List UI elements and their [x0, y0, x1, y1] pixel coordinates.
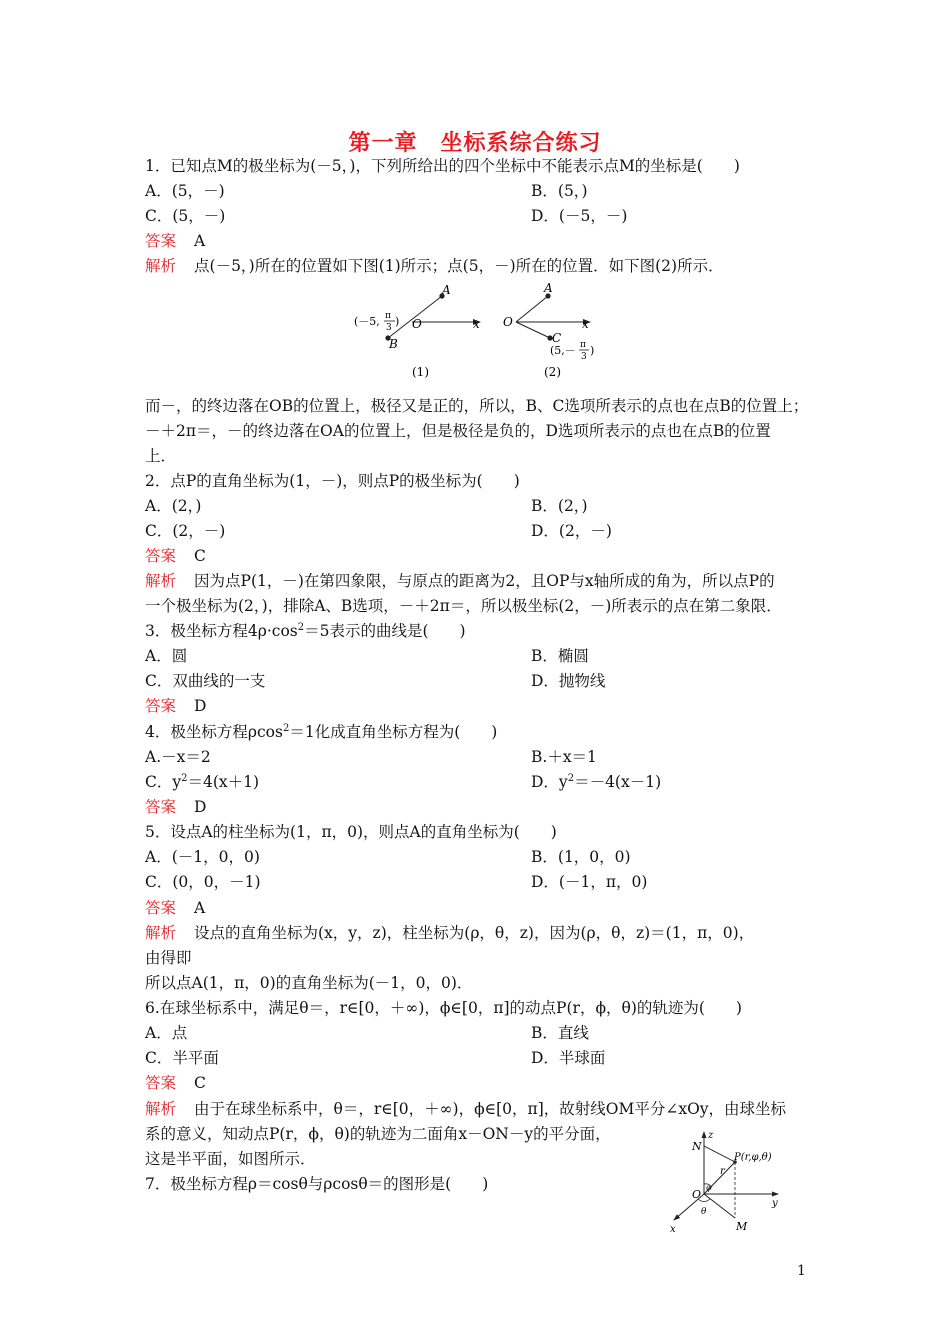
q6-stem: 6.在球坐标系中，满足θ＝，r∈[0，＋∞)，ϕ∈[0，π]的动点P(r，ϕ，θ)的轨迹为( ) [145, 999, 742, 1017]
q1-option-c: C．(5，－) [145, 207, 226, 225]
fig-label-x: x [670, 1224, 676, 1235]
answer-label: 答案 [145, 232, 177, 250]
fig2-close: ) [590, 344, 595, 357]
q4-c-b: ＝4(x＋1) [187, 773, 260, 791]
fig-label-r: r [720, 1166, 725, 1177]
q5-analysis-line3: 所以点A(1，π，0)的直角坐标为(－1，0，0)． [145, 974, 473, 992]
q1-option-d: D．(－5，－) [531, 207, 628, 225]
q4-option-a: A.－x＝2 [145, 748, 211, 766]
q4-stem [145, 721, 497, 743]
q6-answer [145, 1072, 206, 1094]
q4-d-b: ＝－4(x－1) [574, 773, 662, 791]
q2-option-c: C．(2，－) [145, 522, 226, 540]
fig1-label-o: O [412, 317, 422, 331]
page-number: 1 [797, 1263, 806, 1279]
fig-label-n: N [692, 1140, 702, 1153]
q6-option-c: C．半平面 [145, 1049, 219, 1067]
q1-analysis-line2: 而－，的终边落在OB的位置上，极径又是正的，所以，B、C选项所表示的点也在点B的位置上； [145, 397, 809, 415]
q2-option-b: B．(2，) [531, 497, 588, 515]
fig2-label-x: x [582, 317, 589, 331]
fig-label-z: z [708, 1130, 714, 1141]
q6-spherical-figure [660, 1128, 790, 1238]
q6-option-d: D．半球面 [531, 1049, 606, 1067]
q1-answer [145, 230, 205, 252]
analysis-label: 解析 [145, 257, 177, 275]
answer-value: D [194, 697, 207, 715]
fig-label-m: M [736, 1220, 748, 1233]
q2-option-a: A．(2，) [145, 497, 202, 515]
fig-label-p: P(r,φ,θ) [734, 1152, 772, 1163]
fig-label-theta: θ [701, 1207, 707, 1217]
q1-analysis-line1 [145, 255, 724, 277]
q3-option-d: D．抛物线 [531, 672, 606, 690]
q6-option-b: B．直线 [531, 1024, 589, 1042]
q3-option-c: C．双曲线的一支 [145, 672, 266, 690]
q4-stem-sup: 2 [282, 722, 290, 734]
q5-option-c: C．(0，0，－1) [145, 873, 261, 891]
fig1-label-b: B [389, 337, 398, 351]
q4-option-d [531, 771, 661, 793]
q5-analysis-line1 [145, 922, 754, 944]
answer-label: 答案 [145, 697, 177, 715]
q5-analysis-line2: 由得即 [145, 949, 192, 967]
q5-answer [145, 897, 205, 919]
q3-stem [145, 620, 466, 642]
q5-stem: 5．设点A的柱坐标为(1，π，0)，则点A的直角坐标为( ) [145, 823, 557, 841]
q1-option-a: A．(5，－) [145, 182, 225, 200]
q4-d-sup: 2 [567, 772, 575, 784]
q2-answer [145, 545, 206, 567]
q1-stem: 1．已知点M的极坐标为(－5，)，下列所给出的四个坐标中不能表示点M的坐标是( ) [145, 157, 740, 175]
fig-label-o: O [692, 1188, 702, 1201]
answer-label: 答案 [145, 1074, 177, 1092]
q4-option-b: B.＋x＝1 [531, 748, 597, 766]
q1-figure-2 [500, 282, 610, 382]
answer-label: 答案 [145, 798, 177, 816]
fig-label-phi: φ [706, 1183, 712, 1192]
q2-analysis-line2: 一个极坐标为(2，)，排除A、B选项，－＋2π＝，所以极坐标(2，－)所表示的点在第二象限． [145, 597, 782, 615]
fig1-label-x: x [473, 317, 480, 331]
q3-answer [145, 695, 206, 717]
fig2-pi: π [580, 340, 586, 350]
q5-option-b: B．(1，0，0) [531, 848, 631, 866]
q1-analysis-line3: －＋2π＝，－的终边落在OA的位置上，但是极径是负的，D选项所表示的点也在点B的位置 [145, 422, 771, 440]
q1-analysis-line4: 上． [145, 447, 177, 465]
analysis-label: 解析 [145, 924, 177, 942]
fig2-label-o: O [503, 315, 513, 329]
q2-analysis-line1 [145, 570, 775, 592]
q4-d-a: D．y [531, 773, 568, 791]
q2-option-d: D．(2，－) [531, 522, 612, 540]
fig2-label-a: A [544, 282, 553, 295]
answer-value: A [194, 232, 206, 250]
q7-stem: 7．极坐标方程ρ＝cosθ与ρcosθ＝的图形是( ) [145, 1175, 489, 1193]
analysis-label: 解析 [145, 1100, 177, 1118]
fig1-den: 3 [386, 323, 392, 333]
fig-label-y: y [772, 1198, 778, 1209]
analysis-text: 设点的直角坐标为(x，y，z)，柱坐标为(ρ，θ，z)，因为(ρ，θ，z)＝(1，π，0)， [194, 924, 755, 942]
fig1-coord-label: (－5, [354, 315, 380, 328]
q3-option-b: B．椭圆 [531, 647, 589, 665]
fig2-den: 3 [581, 352, 587, 362]
page-title: 第一章 坐标系综合练习 [348, 130, 602, 156]
q4-c-sup: 2 [181, 772, 188, 784]
fig1-pi: π [385, 311, 391, 321]
analysis-text: 由于在球坐标系中，θ＝，r∈[0，＋∞)，ϕ∈[0，π]，故射线OM平分∠xOy，由球坐标 [194, 1100, 787, 1118]
answer-value: C [194, 1074, 206, 1092]
analysis-label: 解析 [145, 572, 177, 590]
fig1-caption: (1) [412, 365, 429, 379]
q6-analysis-line3: 这是半平面，如图所示． [145, 1150, 316, 1168]
q5-option-d: D．(－1，π，0) [531, 873, 648, 891]
q4-option-c [145, 771, 259, 793]
analysis-text: 点(－5，)所在的位置如下图(1)所示；点(5，－)所在的位置．如下图(2)所示． [194, 257, 724, 275]
fig2-coord-label: (5,－ [550, 344, 576, 357]
fig1-label-a: A [442, 283, 451, 297]
q6-analysis-line2: 系的意义，知动点P(r，ϕ，θ)的轨迹为二面角x－ON－y的平分面， [145, 1125, 611, 1143]
q6-analysis-line1 [145, 1098, 786, 1120]
fig2-caption: (2) [544, 365, 561, 379]
answer-label: 答案 [145, 547, 177, 565]
q6-option-a: A．点 [145, 1024, 188, 1042]
q5-option-a: A．(－1，0，0) [145, 848, 260, 866]
q4-stem-a: 4．极坐标方程ρcos [145, 723, 283, 741]
q3-stem-sup: 2 [297, 621, 305, 633]
q4-answer [145, 796, 206, 818]
answer-value: C [194, 547, 206, 565]
answer-value: D [194, 798, 207, 816]
q2-stem: 2．点P的直角坐标为(1，－)，则点P的极坐标为( ) [145, 472, 520, 490]
q1-option-b: B．(5，) [531, 182, 588, 200]
q3-option-a: A．圆 [145, 647, 188, 665]
q3-stem-b: ＝5表示的曲线是( ) [304, 622, 466, 640]
fig1-close: ) [395, 315, 400, 328]
fig2-label-c: C [552, 331, 562, 345]
analysis-text: 因为点P(1，－)在第四象限，与原点的距离为2，且OP与x轴所成的角为，所以点P的 [194, 572, 775, 590]
q4-c-a: C．y [145, 773, 182, 791]
q4-stem-b: ＝1化成直角坐标方程为( ) [289, 723, 498, 741]
answer-label: 答案 [145, 899, 177, 917]
q1-figure-1 [350, 282, 500, 382]
q3-stem-a: 3．极坐标方程4ρ·cos [145, 622, 298, 640]
answer-value: A [194, 899, 206, 917]
